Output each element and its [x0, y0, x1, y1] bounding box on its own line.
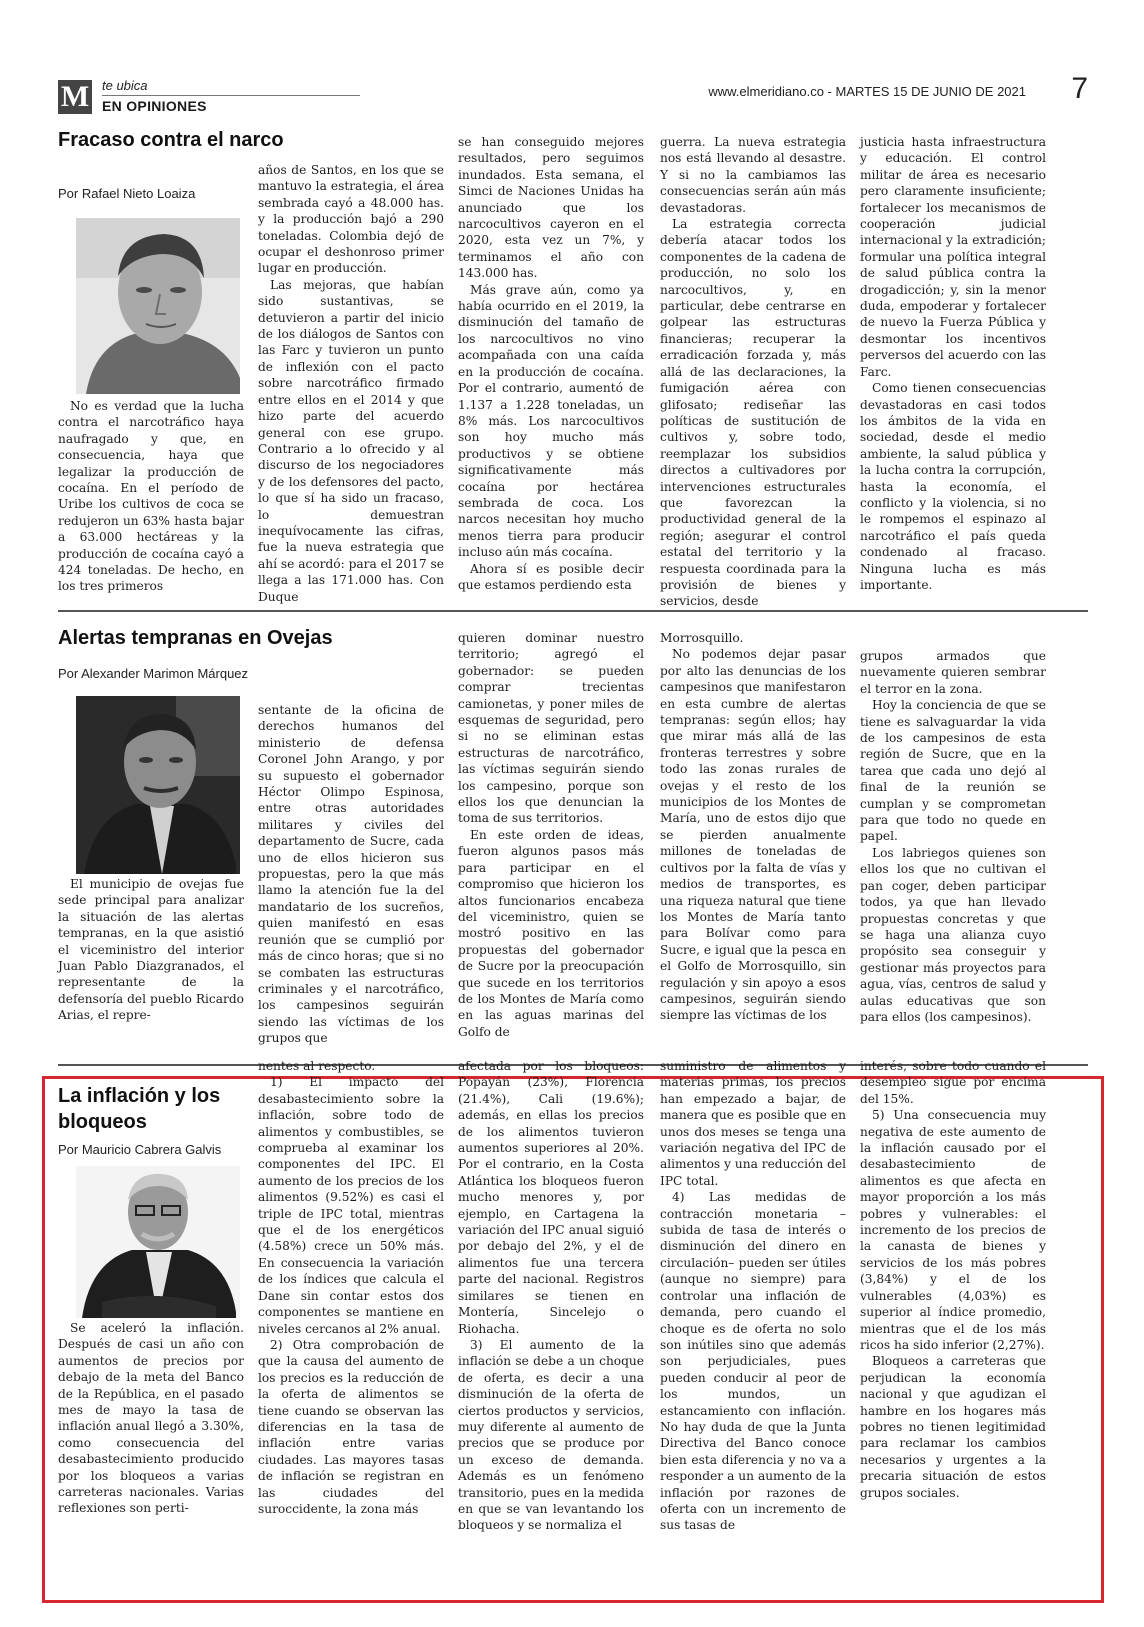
paragraph: El municipio de ovejas fue sede principal para analizar la situación de las alertas tempranas, en la que asistió el viceministro del interior Juan Pablo Diazgranados, el representante de la defensoría del pueblo Ricardo Arias, el repre-	[58, 877, 244, 1023]
paragraph: Hoy la conciencia de que se tiene es salvaguardar la vida de los campesinos de esta región de Sucre, que en la tarea que cada uno dejó al final de la reunión se cumplan y se comprometan para que todo no quede en papel.	[860, 698, 1046, 844]
page-header	[58, 72, 1088, 124]
paragraph: guerra. La nueva estrategia nos está llevando al desastre. Y si no la cambiamos las consecuencias serán aún más devastadoras.	[660, 135, 846, 215]
article-title-line1: La inflación y los	[58, 1085, 221, 1107]
article-column	[660, 1058, 846, 1590]
paragraph: No es verdad que la lucha contra el narcotráfico haya naufragado y que, en consecuencia, haya que legalizar la producción de cocaína. En el período de Uribe los cultivos de coca se redujeron un 63% hasta bajar a 63.000 hectáreas y la producción de cocaína cayó a 424 toneladas. De hecho, en los tres primeros	[58, 399, 244, 594]
article-title: Fracaso contra el narco	[58, 129, 284, 151]
paragraph: Las mejoras, que habían sido sustantivas, se detuvieron a partir del inicio de los diálogos de Santos con las Farc y tuvieron un punto de inflexión con el pacto sobre narcotráfico firmado entre ellos en el 2014 y que hizo parte del acuerdo general con ese grupo. Contrario a lo ofrecido y al discurso de los negociadores y de los defensores del pacto, lo que sí ha sido un fracaso, lo demuestran inequívocamente las cifras, fue la nueva estrategia que ahí se acordó: para el 2017 se llega a las 171.000 has. Con Duque	[258, 277, 444, 604]
page-number: 7	[1071, 72, 1088, 105]
paragraph: interés, sobre todo cuando el desempleo sigue por encima del 15%.	[860, 1059, 1046, 1106]
article-column	[458, 134, 644, 598]
author-photo	[76, 1166, 240, 1318]
author-photo	[76, 218, 240, 394]
article-title-line2: bloqueos	[58, 1111, 147, 1133]
paragraph: Morrosquillo.	[660, 631, 744, 645]
article-byline: Por Rafael Nieto Loaiza	[58, 186, 196, 201]
paragraph: sentante de la oficina de derechos humanos del ministerio de defensa Coronel John Arango, y por su supuesto el gobernador Héctor Olimpo Espinosa, entre otras autoridades militares y civiles del departamento de Sucre, cada uno de ellos hicieron sus propuestas, pero la que más llamo la atención fue la del mandatario de los sucreños, quien manifestó en esas reunión que se cumplió por más de cinco horas; que si no se combaten las estructuras criminales y el narcotráfico, los campesinos seguirán siendo las víctimas de los grupos que	[258, 703, 444, 1046]
section-prefix: te ubica	[102, 78, 148, 93]
article-column	[258, 162, 444, 604]
article-alertas	[58, 626, 1088, 1066]
article-column	[58, 876, 244, 1058]
article-column	[860, 134, 1046, 598]
paragraph: Más grave aún, como ya había ocurrido en el 2019, la disminución del tamaño de los narcocultivos no vino acompañada con una caída en la producción de cocaína. Por el contrario, aumentó de 1.137 a 1.228 toneladas, un 8% más. Los narcocultivos son hoy mucho más productivos y se obtiene significativamente más cocaína por hectárea sembrada de coca. Los narcos necesitan hoy mucho menos tierra para producir incluso aún más cocaína.	[458, 282, 644, 560]
paragraph: 1) El impacto del desabastecimiento sobre la inflación, sobre todo de alimentos y combustibles, se comprueba al examinar los componentes del IPC. El aumento de los precios de los alimentos (9.52%) es casi el triple de IPC total, mientras que el de los energéticos (4.58%) crece un 50% más. En consecuencia la variación de los índices que calcula el Dane sin contar estos dos componentes se mantiene en niveles cercanos al 2% anual.	[258, 1075, 444, 1336]
paragraph: 2) Otra comprobación de que la causa del aumento de los precios es la reducción de la oferta de alimentos se tiene cuando se observan las diferencias en la tasa de inflación entre varias ciudades. Las mayores tasas de inflación se registran en las ciudades del suroccidente, la zona más	[258, 1337, 444, 1516]
author-portrait-image	[76, 218, 240, 394]
author-portrait-image	[76, 1166, 240, 1318]
article-title: Alertas tempranas en Ovejas	[58, 627, 333, 649]
paragraph: Se aceleró la inflación. Después de casi un año con aumentos de precios por debajo de la meta del Banco de la República, en el pasado mes de mayo la tasa de inflación anual llegó a 3.30%, como consecuencia del desabastecimiento producido por los bloqueos a varias carreteras nacionales. Varias reflexiones son perti-	[58, 1321, 244, 1516]
paragraph: se han conseguido mejores resultados, pero seguimos inundados. Esta semana, el Simci de Naciones Unidas ha anunciado que los narcocultivos cayeron en el 2020, esta vez un 7%, y terminamos el año con 143.000 has.	[458, 135, 644, 281]
article-column	[660, 134, 846, 609]
author-photo	[76, 696, 240, 874]
article-column	[860, 648, 1046, 1058]
paragraph: Como tienen consecuencias devastadoras en casi todos los ámbitos de la vida en sociedad, desde el medio ambiente, la salud pública y la lucha contra la corrupción, hasta la economía, el conflicto y la violencia, si no le rompemos el espinazo al narcotráfico el país queda condenado al fracaso. Ninguna lucha es más importante.	[860, 381, 1046, 592]
paragraph: grupos armados que nuevamente quieren sembrar el terror en la zona.	[860, 649, 1046, 696]
section-divider	[102, 95, 360, 96]
article-column	[58, 1320, 244, 1590]
paragraph: Los labriegos quienes son ellos los que no cultivan el pan coger, deben participar todos, ya que han llevado propuestas concretas y que se haga una alianza cuyo propósito sea conseguir y gestionar más proyectos para agua, vías, centros de salud y aulas educativas que son para ellos (los campesinos).	[860, 845, 1046, 1024]
paragraph: quieren dominar nuestro territorio; agregó el gobernador: se pueden comprar trecientas camionetas, y poner miles de esquemas de seguridad, pero si no se eliminan estas estructuras de narcotráfico, las víctimas seguirán siendo los campesino, porque son ellos los que denuncian la toma de sus territorios.	[458, 631, 644, 826]
article-divider	[58, 610, 1088, 612]
paragraph: 5) Una consecuencia muy negativa de este aumento de la inflación causado por el desabastecimiento de alimentos es que afecta en mayor proporción a los más pobres y vulnerables: el incremento de los precios de la canasta de bienes y servicios de los más pobres (3,84%) y el de los vulnerables (4,03%) es superior al índice promedio, mientras que el de los más ricos ha sido inferior (2,27%).	[860, 1108, 1046, 1352]
article-column	[860, 1058, 1046, 1590]
paragraph: Bloqueos a carreteras que perjudican la economía nacional y que agudizan el hambre en los hogares más pobres no tienen legitimidad para reclamar los cambios necesarios y urgentes a la precaria situación de estos grupos sociales.	[860, 1354, 1046, 1500]
paragraph: 4) Las medidas de contracción monetaria –subida de tasa de interés o disminución del dinero en circulación– pueden ser útiles (aunque no siempre) para controlar una inflación de demanda, pero cuando el choque es de oferta no solo son inútiles sino que además son perjudiciales, pues pueden conducir al peor de los mundos, un estancamiento con inflación. No hay duda de que la Junta Directiva del Banco conoce bien esta diferencia y no va a responder a un aumento de la inflación por razones de oferta con un incremento de sus tasas de	[660, 1190, 846, 1533]
article-fracaso	[58, 128, 1088, 608]
paragraph: En este orden de ideas, fueron algunos pasos más para participar en el compromiso que hicieron los altos funcionarios encabeza del viceministro, quien se mostró positivo en las propuestas del gobernador de Sucre por la preocupación que sucede en los territorios de los Montes de María como en las aguas marinas del Golfo de	[458, 827, 644, 1039]
paragraph: afectada por los bloqueos: Popayán (23%), Florencia (21.4%), Cali (19.6%); además, en ellas los precios de los alimentos tuvieron aumentos superiores al 20%. Por el contrario, en la Costa Atlántica los bloqueos fueron mucho menores y, por ejemplo, en Cartagena la variación del IPC anual siguió por debajo del 2%, y el de alimentos fue una tercera parte del nacional. Registros similares se tienen en Montería, Sincelejo o Riohacha.	[458, 1059, 644, 1336]
article-byline: Por Mauricio Cabrera Galvis	[58, 1142, 222, 1157]
paragraph: La estrategia correcta debería atacar todos los componentes de la cadena de producción, no solo los narcocultivos, y, en particular, debe centrarse en golpear las estructuras financieras; recuperar la erradicación forzada y, más allá de las declaraciones, la fumigación aérea con glifosato; rediseñar las políticas de sustitución de cultivos y, sobre todo, reemplazar los subsidios directos a cultivadores por intervenciones estructurales que favorezcan la productividad general de la región; asegurar el control estatal del territorio y la respuesta coordinada para la provisión de bienes y servicios, desde	[660, 217, 846, 609]
article-column	[458, 1058, 644, 1590]
article-column	[58, 398, 244, 598]
article-column	[660, 630, 846, 1058]
author-portrait-image	[76, 696, 240, 874]
paragraph: 3) El aumento de la inflación se debe a un choque de oferta, es decir a una disminución de la oferta de ciertos productos y servicios, muy diferente al aumento de precios que se produce por un exceso de demanda. Además es un fenómeno transitorio, pues en la medida en que se van levantando los bloqueos y se normaliza el	[458, 1337, 644, 1533]
article-column	[458, 630, 644, 1058]
newspaper-logo: M	[58, 80, 92, 114]
paragraph: años de Santos, en los que se mantuvo la estrategia, el área sembrada cayó a 48.000 has. y la producción bajó a 290 toneladas. Colombia dejó de ocupar el deshonroso primer lugar en producción.	[258, 163, 444, 276]
article-byline: Por Alexander Marimon Márquez	[58, 666, 249, 681]
paragraph: nentes al respecto.	[258, 1059, 376, 1073]
paragraph: justicia hasta infraestructura y educación. El control militar de área es necesario pero claramente insuficiente; fortalecer los mecanismos de cooperación judicial internacional y la extradición; formular una política integral de salud pública contra la drogadicción; y, sin la menor duda, empoderar y fortalecer de nuevo la Fuerza Pública y desmontar los incentivos perversos del acuerdo con las Farc.	[860, 135, 1046, 379]
paragraph: Ahora sí es posible decir que estamos perdiendo esta	[458, 561, 644, 592]
paragraph: No podemos dejar pasar por alto las denuncias de los campesinos que manifestaron en esta cumbre de alertas tempranas: según ellos; hay que mirar más allá de las fronteras terrestres y sobre todo las zonas rurales de ovejas y el resto de los municipios de los Montes de María, uno de estos dijo que se pierden anualmente millones de toneladas de cultivos por la falta de vías y medios de transportes, es una riqueza natural que tiene los Montes de María tanto para Bolívar como para Sucre, e igual que la pesca en el Golfo de Morrosquillo, sin regulación y sin apoyo a esos campesinos, seguirán siendo siempre las víctimas de los	[660, 647, 846, 1023]
paragraph: suministro de alimentos y materias primas, los precios han empezado a bajar, de manera que es posible que en unos dos meses se tenga una variación negativa del IPC de alimentos y una reducción del IPC total.	[660, 1059, 846, 1188]
article-inflacion	[58, 1059, 1088, 1596]
section-name: EN OPINIONES	[102, 98, 207, 114]
dateline: www.elmeridiano.co - MARTES 15 DE JUNIO DE 2021	[708, 84, 1026, 99]
article-column	[258, 1058, 444, 1590]
article-column	[258, 702, 444, 1058]
